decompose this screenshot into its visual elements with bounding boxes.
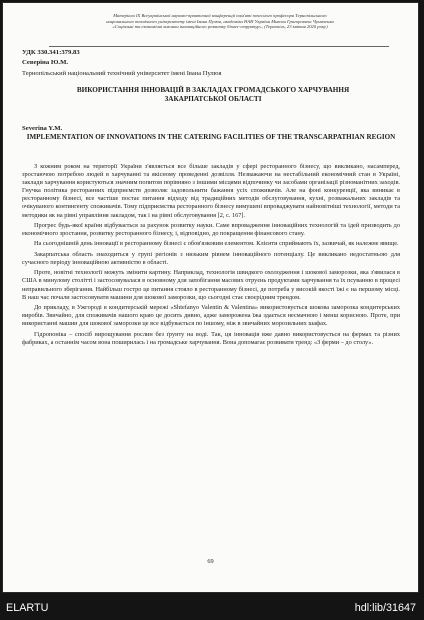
conference-header-line: національного технічного університету імені Івана Пулюя, академіка НАН України Миколи Григоровича Чумаченка bbox=[106, 18, 334, 24]
author-name-ua: Северіна Ю.М. bbox=[22, 59, 69, 66]
author-affiliation: Тернопільський національний технічний університет імені Івана Пулюя bbox=[22, 70, 222, 77]
udk-code: УДК 330.341:379.83 bbox=[22, 49, 80, 56]
author-name-en: Severina Y.M. bbox=[22, 125, 63, 132]
page-number: 69 bbox=[207, 558, 214, 565]
article-body bbox=[22, 163, 400, 349]
handle-id: hdl:lib/31647 bbox=[354, 602, 416, 614]
paper-title-ua: ВИКОРИСТАННЯ ІННОВАЦІЙ В ЗАКЛАДАХ ГРОМАДСЬКОГО ХАРЧУВАННЯ ЗАКАРПАТСЬКОЇ ОБЛАСТІ bbox=[76, 86, 350, 103]
conference-header-line: Матеріали ІХ Всеукраїнської науково-практичної конференції пам'яті почесного професора Тернопільського bbox=[113, 13, 327, 18]
header-divider bbox=[49, 46, 389, 47]
body-paragraph: З кожним роком на території України з'являється все більше закладів у сфері ресторанного бізнесу, що викликано, насамперед, зростаючою потребою людей в харчуванні та якісному проведенні дозвілля. Незважаючи на нестабільний економічний стан в Україні, заклади харчування користуються значним попитом порівняно з іншими місцями відпочинку чи засобами організації різноманітних заходів. Гнучка політика ресторанних підприємств дозволяє задовольнити бажання усіх споживачів. Але на фоні конкуренції, яка виникає в ресторанному бізнесі, все частіше постає питання відходу від традиційних методів обслуговування, кухні, розважальних закладів та очікуваного контингенту споживачів. Тому підприємства ресторанного бізнесу вимушені впроваджувати найновітніші технології, методи та методики як на рівні управління закладом, так і на рівні обслуговування [2, с. 167]. bbox=[22, 163, 400, 219]
body-paragraph: До прикладу, в Ужгороді в кондитерській мережі «Shtefanyo Valentin & Valentina» використовується шокова заморозка кондитерських виробів. Звичайно, для споживачів нашого краю це досить дивно, адже заморожена їжа здається несмачною і менш корисною. Проте, при використанні машин для шокової заморозки це все відбувається по іншому, ніж в звичайних морозильних шафах. bbox=[22, 303, 400, 328]
body-paragraph: Проте, новітні технології можуть змінити картину. Наприклад, технологія швидкого охолодження і шокової заморозки, яка з'явилася в США в минулому столітті і застосовувалася в основному для запобігання масових отруєнь продуктами харчування та їх псуванню в процесі неправильного зберігання. Найбільш гостро це питання стояло в ресторанному бізнесі, де потреба у високій якості їжі є на першому місці. В наш час почали застосовувати машини для шокової заморозки, що сьогодні стає своєрідним трендом. bbox=[22, 269, 400, 301]
document-page bbox=[3, 3, 418, 592]
conference-header bbox=[51, 13, 389, 30]
body-paragraph: Прогрес будь-якої країни відбувається за рахунок розвитку науки. Саме впровадження інноваційних технологій та ідей призводить до економічного зростання, розвитку ресторанного бізнесу, і, відповідно, до покращення фінансового стану. bbox=[22, 221, 400, 238]
repository-name: ELARTU bbox=[6, 602, 49, 614]
conference-header-line: «Соціальні та економічні виклики інноваційного розвитку бізнес-структур», (Тернопіль, 23 квітня 2020 року) bbox=[112, 24, 328, 30]
paper-title-en: IMPLEMENTATION OF INNOVATIONS IN THE CATERING FACILITIES OF THE TRANSCARPATHIAN REGION bbox=[26, 133, 396, 141]
body-paragraph: На сьогоднішній день інновації в ресторанному бізнесі є обов'язковим елементом. Клієнти сприймають їх, зазвичай, як належне явище. bbox=[34, 240, 399, 248]
repository-footer bbox=[0, 597, 424, 620]
body-paragraph: Закарпатська область знаходиться у групі регіонів з низьким рівнем інноваційного потенціалу. Це викликано недостатньою для сучасного періоду інноваційною активністю в області. bbox=[22, 250, 400, 266]
body-paragraph: Гідропоніка – спосіб вирощування рослин без ґрунту на воді. Так, ця інновація вже давно використовується на фермах та різних фабриках, а останнім часом вона поширилась і на громадське харчування. Вона допомагає розвивати тренд: «З ферми – до столу». bbox=[22, 330, 400, 346]
